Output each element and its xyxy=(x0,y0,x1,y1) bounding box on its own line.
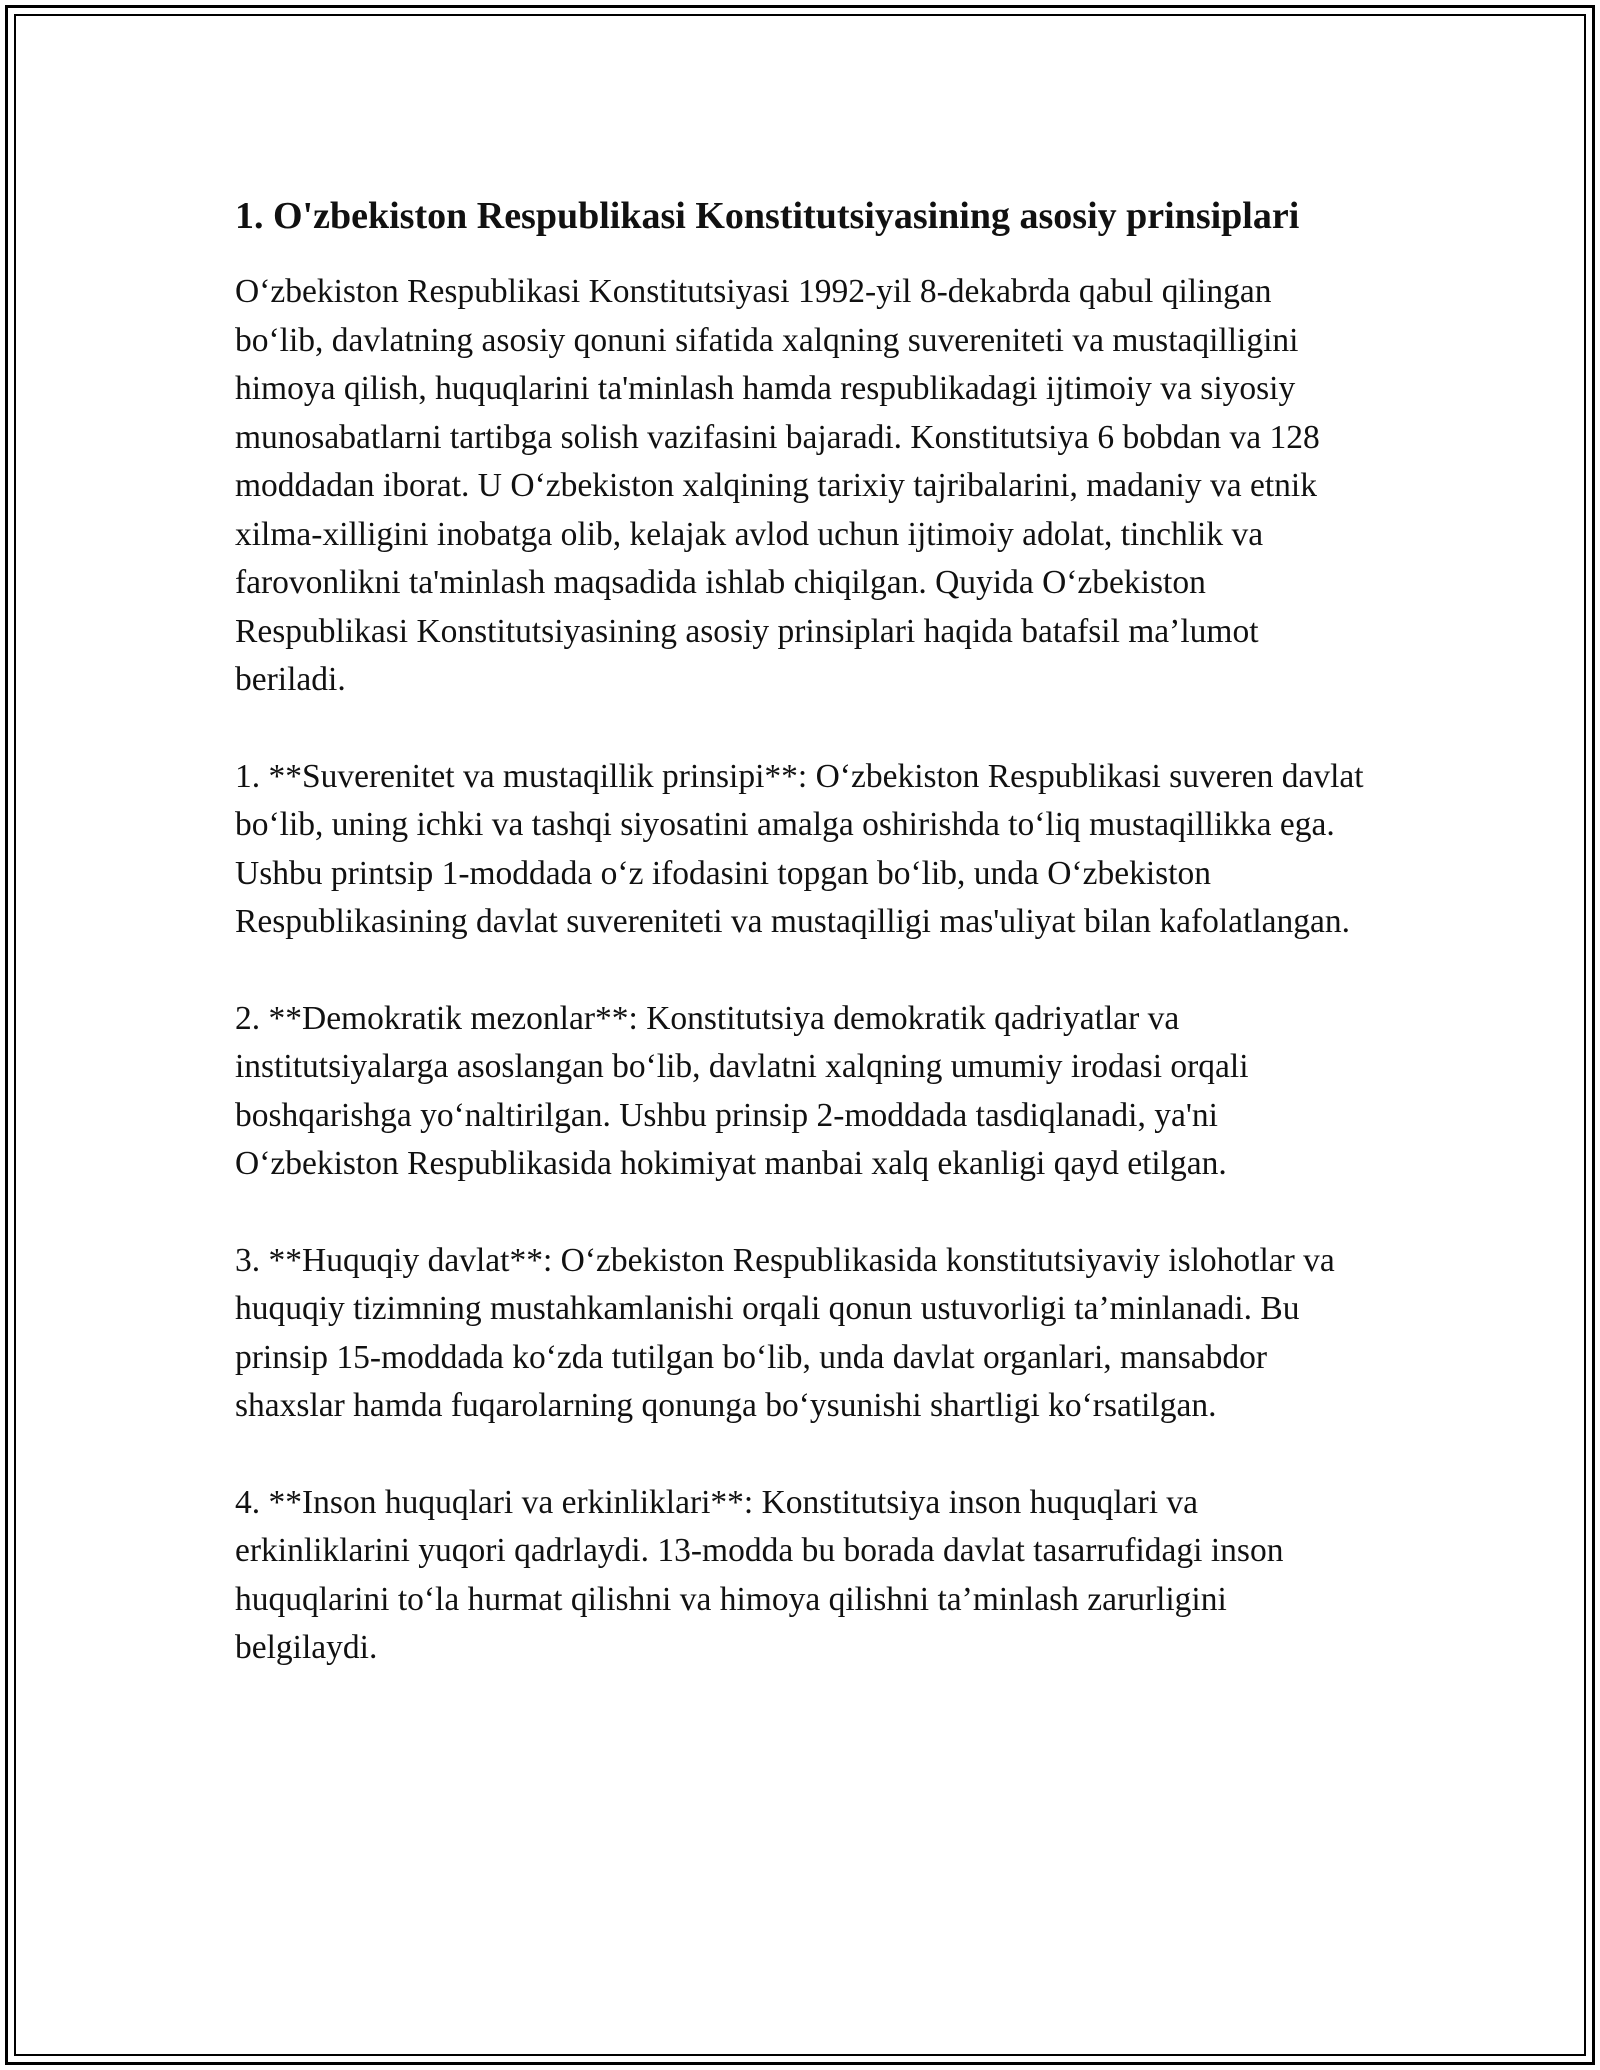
document-title: 1. O'zbekiston Respublikasi Konstitutsiyasining asosiy prinsiplari xyxy=(235,195,1300,237)
principle-3-paragraph: 3. **Huquqiy davlat**: O‘zbekiston Respublikasida konstitutsiyaviy islohotlar va huquqiy tizimning mustahkamlanishi orqali qonun ustuvorligi ta’minlanadi. Bu prinsip 15-moddada ko‘zda tutilgan bo‘lib, unda davlat organlari, mansabdor shaxslar hamda fuqarolarning qonunga bo‘ysunishi shartligi ko‘rsatilgan. xyxy=(235,1241,1335,1424)
principle-4-paragraph: 4. **Inson huquqlari va erkinliklari**: Konstitutsiya inson huquqlari va erkinliklarini yuqori qadrlaydi. 13-modda bu borada davlat tasarrufidagi inson huquqlarini to‘la hurmat qilishni va himoya qilishni ta’minlash zarurligini belgilaydi. xyxy=(235,1483,1284,1666)
principle-2-paragraph: 2. **Demokratik mezonlar**: Konstitutsiya demokratik qadriyatlar va institutsiyalarga asoslangan bo‘lib, davlatni xalqning umumiy irodasi orqali boshqarishga yo‘naltirilgan. Ushbu prinsip 2-moddada tasdiqlanadi, ya'ni O‘zbekiston Respublikasida hokimiyat manbai xalq ekanligi qayd etilgan. xyxy=(235,999,1249,1182)
intro-paragraph: O‘zbekiston Respublikasi Konstitutsiyasi 1992-yil 8-dekabrda qabul qilingan bo‘lib, davlatning asosiy qonuni sifatida xalqning suvereniteti va mustaqilligini himoya qilish, huquqlarini ta'minlash hamda respublikadagi ijtimoiy va siyosiy munosabatlarni tartibga solish vazifasini bajaradi. Konstitutsiya 6 bobdan va 128 moddadan iborat. U O‘zbekiston xalqining tarixiy tajribalarini, madaniy va etnik xilma-xilligini inobatga olib, kelajak avlod uchun ijtimoiy adolat, tinchlik va farovonlikni ta'minlash maqsadida ishlab chiqilgan. Quyida O‘zbekiston Respublikasi Konstitutsiyasining asosiy prinsiplari haqida batafsil ma’lumot beriladi. xyxy=(235,273,1320,698)
principle-1-paragraph: 1. **Suverenitet va mustaqillik prinsipi**: O‘zbekiston Respublikasi suveren davlat bo‘lib, uning ichki va tashqi siyosatini amalga oshirishda to‘liq mustaqillikka ega. Ushbu printsip 1-moddada o‘z ifodasini topgan bo‘lib, unda O‘zbekiston Respublikasining davlat suvereniteti va mustaqilligi mas'uliyat bilan kafolatlangan. xyxy=(235,757,1364,940)
document-body xyxy=(235,188,1365,1673)
